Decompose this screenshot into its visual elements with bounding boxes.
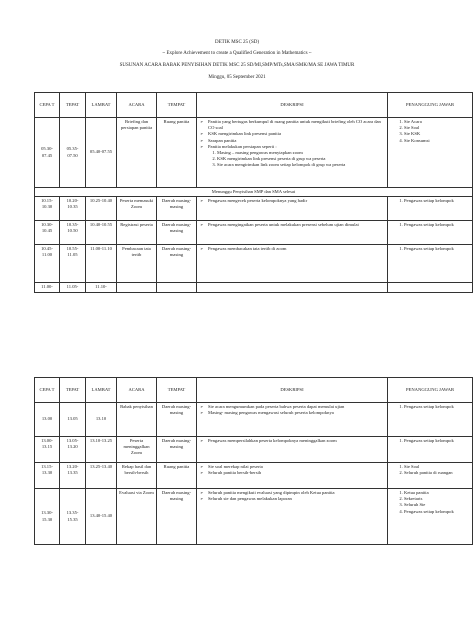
col-header-deskripsi: DESKRIPSI: [197, 93, 388, 118]
cell-tempat: [157, 283, 197, 293]
cell-acara: Peserta memasuki Zoom: [117, 197, 157, 221]
col-header-lambat: LAMBAT: [86, 378, 117, 403]
list-item: ➢ Sarapan panitia: [208, 138, 385, 144]
cell-deskripsi: [197, 245, 388, 283]
list-item: ➢ KSK mengirimkan link presensi panitia: [208, 131, 385, 137]
cell-tepat: 13.20-13.35: [60, 463, 86, 489]
list-item: 1. Pengawas setiap kelompok: [404, 198, 470, 204]
cell-penanggung-jawab: [388, 283, 473, 293]
list-item: ➢ Pengawas membacakan tata tertib di zoom: [208, 246, 385, 252]
list-item: 3. Sie KSK: [404, 131, 470, 137]
schedule-table-2: [34, 377, 473, 545]
cell-acara: Evaluasi via Zoom: [117, 489, 157, 545]
table-row: [35, 221, 473, 245]
cell-deskripsi: [197, 197, 388, 221]
list-item: 2. Sie Soal: [404, 125, 470, 131]
table-row: [35, 403, 473, 437]
cell-cepat: 05.30-07.45: [35, 118, 60, 188]
cell-lambat: 11.10-: [86, 283, 117, 293]
doc-subtitle: SUSUNAN ACARA BABAK PENYISIHAN DETIK MSC 25 SD/MI,SMP/MTs,SMA/SMK/MA SE JAWA TIMUR: [119, 63, 355, 68]
merged-note: Menunggu Penyisihan SMP dan SMA selesai: [35, 188, 473, 197]
cell-lambat: 11.00-11.10: [86, 245, 117, 283]
list-item: ➢ Seluruh panitia bersih-bersih: [208, 470, 385, 476]
table-row: [35, 463, 473, 489]
cell-penanggung-jawab: [388, 197, 473, 221]
col-header-acara: ACARA: [117, 378, 157, 403]
list-item: 1. Pengawas setiap kelompok: [404, 222, 470, 228]
list-item: 3. Sie acara mengirimkan link zoom setiap kelompok di grup wa peserta: [217, 162, 385, 168]
cell-lambat: 10.25-10.40: [86, 197, 117, 221]
col-header-cepat: CEPA T: [35, 378, 60, 403]
schedule-table-1: [34, 92, 473, 293]
cell-tempat: Daerah masing-masing: [157, 489, 197, 545]
list-item: 1. Sie Soal: [404, 464, 470, 470]
col-header-penanggung-jawab: PENANGGUNG JAWAB: [388, 378, 473, 403]
table-row: [35, 197, 473, 221]
col-header-lambat: LAMBAT: [86, 93, 117, 118]
cell-penanggung-jawab: [388, 403, 473, 437]
list-item: 2. KSK mengirimkan link presensi peserta di grup wa peserta: [217, 156, 385, 162]
cell-tempat: Daerah masing-masing: [157, 221, 197, 245]
cell-cepat: 10.15-10.30: [35, 197, 60, 221]
table-row: [35, 437, 473, 463]
list-item: 1. Pengawas setiap kelompok: [404, 404, 470, 410]
col-header-tempat: TEMPAT: [157, 93, 197, 118]
cell-tepat: 10.55-11.05: [60, 245, 86, 283]
cell-acara: Babak penyisihan: [117, 403, 157, 437]
cell-tempat: Daerah masing-masing: [157, 245, 197, 283]
list-item: ➢ Pengawas mengingatkan peserta untuk melakukan presensi sebelum ujian dimulai: [208, 222, 385, 228]
list-item: ➢ Panitia yang bertugas berkumpul di ruang panitia untuk mengikuti briefing oleh CO acara dan CO soal: [208, 119, 385, 131]
cell-penanggung-jawab: [388, 221, 473, 245]
cell-penanggung-jawab: [388, 463, 473, 489]
cell-tempat: Ruang panitia: [157, 118, 197, 188]
cell-penanggung-jawab: [388, 118, 473, 188]
doc-date: Minggu, 05 September 2021: [208, 75, 266, 80]
cell-cepat: 13.00: [35, 403, 60, 437]
list-item: ➢ Masing- masing pengawas mengawasi seluruh peserta kelompoknya: [208, 410, 385, 416]
cell-tempat: Ruang panitia: [157, 463, 197, 489]
cell-deskripsi: [197, 463, 388, 489]
table-header-row: [35, 378, 473, 403]
table-row: [35, 283, 473, 293]
cell-tepat: 13.05: [60, 403, 86, 437]
cell-deskripsi: [197, 283, 388, 293]
col-header-penanggung-jawab: PENANGGUNG JAWAB: [388, 93, 473, 118]
cell-cepat: 13.30-15.30: [35, 489, 60, 545]
cell-deskripsi: [197, 221, 388, 245]
cell-acara: Pembacaan tata tertib: [117, 245, 157, 283]
list-item: ➢ Pengawas mempersilahkan peserta kelompoknya meninggalkan zoom: [208, 438, 385, 444]
list-item: ➢ Panitia melakukan persiapan seperti :: [208, 144, 385, 150]
cell-lambat: 10.40-10.55: [86, 221, 117, 245]
cell-deskripsi: [197, 489, 388, 545]
doc-title: DETIK MSC 25 (SD): [214, 40, 260, 45]
list-item: ➢ Sie soal merekap nilai peserta: [208, 464, 385, 470]
cell-tepat: 13.05-13.20: [60, 437, 86, 463]
list-item: 1. Ketua panitia: [404, 490, 470, 496]
col-header-tempat: TEMPAT: [157, 378, 197, 403]
col-header-tepat: TEPAT: [60, 93, 86, 118]
cell-cepat: 13.15-13.30: [35, 463, 60, 489]
cell-deskripsi: [197, 437, 388, 463]
cell-cepat: 11.00-: [35, 283, 60, 293]
table-row: [35, 489, 473, 545]
list-item: 1. Pengawas setiap kelompok: [404, 438, 470, 444]
cell-acara: Peserta meninggalkan Zoom: [117, 437, 157, 463]
cell-lambat: 05.40-07.55: [86, 118, 117, 188]
cell-penanggung-jawab: [388, 437, 473, 463]
list-item: 4. Sie Konsumsi: [404, 138, 470, 144]
col-header-tepat: TEPAT: [60, 378, 86, 403]
cell-lambat: 13.40-15.40: [86, 489, 117, 545]
col-header-deskripsi: DESKRIPSI: [197, 378, 388, 403]
table-header-row: [35, 93, 473, 118]
list-item: 2. Sekretaris: [404, 496, 470, 502]
cell-penanggung-jawab: [388, 489, 473, 545]
cell-tepat: 05.35-07.50: [60, 118, 86, 188]
list-item: 1. Sie Acara: [404, 119, 470, 125]
list-item: ➢ Pengawas mengecek peserta kelompoknya yang hadir: [208, 198, 385, 204]
list-item: 2. Seluruh panitia di ruangan: [404, 470, 470, 476]
list-item: 3. Seluruh Sie: [404, 502, 470, 508]
cell-deskripsi: [197, 403, 388, 437]
list-item: 4. Pengawas setiap kelompok: [404, 509, 470, 515]
cell-deskripsi: [197, 118, 388, 188]
cell-tempat: Daerah masing-masing: [157, 403, 197, 437]
cell-tempat: Daerah masing-masing: [157, 437, 197, 463]
cell-cepat: 10.30-10.45: [35, 221, 60, 245]
cell-tepat: 10.20-10.35: [60, 197, 86, 221]
cell-lambat: 13.10: [86, 403, 117, 437]
cell-tepat: 13.35-15.35: [60, 489, 86, 545]
list-item: 1. Pengawas setiap kelompok: [404, 246, 470, 252]
cell-acara: Rekap hasil dan bersih-bersih: [117, 463, 157, 489]
cell-tepat: 11.05-: [60, 283, 86, 293]
col-header-acara: ACARA: [117, 93, 157, 118]
table-row-merged: [35, 188, 473, 197]
cell-acara: [117, 283, 157, 293]
doc-tagline: ~ Explore Achievement to create a Qualified Generation in Mathematics ~: [162, 51, 312, 56]
list-item: ➢ Sie acara mengumumkan pada peserta bahwa peserta dapat memulai ujian: [208, 404, 385, 410]
cell-lambat: 13.25-13.40: [86, 463, 117, 489]
list-item: 1. Masing – masing pengawas menyiapkan zoom: [217, 150, 385, 156]
list-item: ➢ Seluruh panitia mengikuti evaluasi yang dipimpin oleh Ketua panitia: [208, 490, 385, 496]
cell-lambat: 13.10-13.25: [86, 437, 117, 463]
cell-tepat: 10.35-10.50: [60, 221, 86, 245]
col-header-cepat: CEPA T: [35, 93, 60, 118]
cell-acara: Briefing dan persiapan panitia: [117, 118, 157, 188]
cell-cepat: 13.00-13.15: [35, 437, 60, 463]
cell-acara: Registrasi peserta: [117, 221, 157, 245]
table-row: [35, 118, 473, 188]
list-item: ➢ Seluruh sie dan pengawas melakukan laporan: [208, 496, 385, 502]
cell-tempat: Daerah masing-masing: [157, 197, 197, 221]
cell-cepat: 10.45-11.00: [35, 245, 60, 283]
table-row: [35, 245, 473, 283]
cell-penanggung-jawab: [388, 245, 473, 283]
